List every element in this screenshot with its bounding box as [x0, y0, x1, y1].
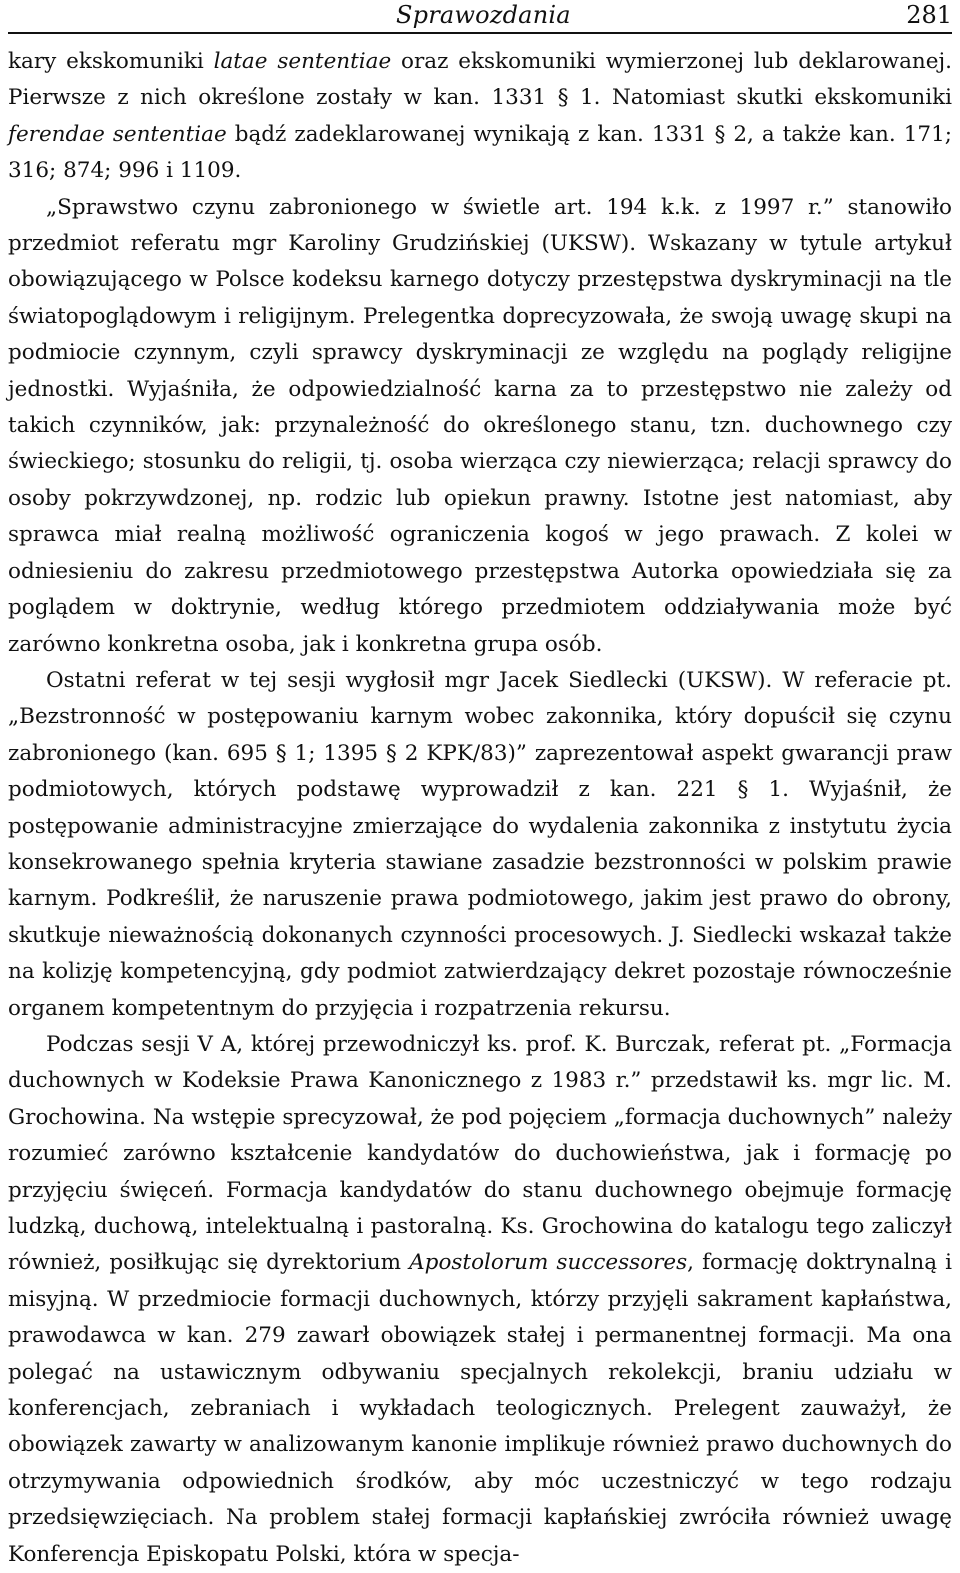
running-header-title: Sprawozdania: [396, 1, 571, 29]
italic-term: ferendae sententiae: [8, 121, 227, 147]
body-text: [8, 44, 952, 1573]
paragraph: [8, 44, 952, 190]
text-run: „Sprawstwo czynu zabronionego w świetle art. 194 k.k. z 1997 r.” stanowiło przedmiot referatu mgr Karoliny Grudzińskiej (UKSW). Wskazany w tytule artykuł obowiązującego w Polsce kodeksu karnego dotyczy przestępstwa dyskryminacji na tle światopoglądowym i religijnym. Prelegentka doprecyzowała, że swoją uwagę skupi na podmiocie czynnym, czyli sprawcy dyskryminacji ze względu na poglądy religijne jednostki. Wyjaśniła, że odpowiedzialność karna za to przestępstwo nie zależy od takich czynników, jak: przynależność do określonego stanu, tzn. duchownego czy świeckiego; stosunku do religii, tj. osoba wierząca czy niewierząca; relacji sprawcy do osoby pokrzywdzonej, np. rodzic lub opiekun prawny. Istotne jest natomiast, aby sprawca miał realną możliwość ograniczenia kogoś w jego prawach. Z kolei w odniesieniu do zakresu przedmiotowego przestępstwa Autorka opowiedziała się za poglądem w doktrynie, według którego przedmiotem oddziaływania może być zarówno konkretna osoba, jak i konkretna grupa osób.: [8, 194, 952, 657]
running-header: [8, 0, 952, 34]
paragraph: [8, 663, 952, 1027]
text-run: Ostatni referat w tej sesji wygłosił mgr Jacek Siedlecki (UKSW). W referacie pt. „Bezstronność w postępowaniu karnym wobec zakonnika, który dopuścił się czynu zabronionego (kan. 695 § 1; 1395 § 2 KPK/83)” zaprezentował aspekt gwarancji praw podmiotowych, których podstawę wyprowadził z kan. 221 § 1. Wyjaśnił, że postępowanie administracyjne zmierzające do wydalenia zakonnika z instytutu życia konsekrowanego spełnia kryteria stawiane zasadzie bezstronności w polskim prawie karnym. Podkreślił, że naruszenie prawa podmiotowego, jakim jest prawo do obrony, skutkuje nieważnością dokonanych czynności procesowych. J. Siedlecki wskazał także na kolizję kompetencyjną, gdy podmiot zatwierdzający dekret pozostaje równocześnie organem kompetentnym do przyjęcia i rozpatrzenia rekursu.: [8, 667, 952, 1021]
paragraph: [8, 190, 952, 663]
text-run: Podczas sesji V A, której przewodniczył ks. prof. K. Burczak, referat pt. „Formacja duchownych w Kodeksie Prawa Kanonicznego z 1983 r.” przedstawił ks. mgr lic. M. Grochowina. Na wstępie sprecyzował, że pod pojęciem „formacja duchownych” należy rozumieć zarówno kształcenie kandydatów do duchowieństwa, jak i formację po przyjęciu święceń. Formacja kandydatów do stanu duchownego obejmuje formację ludzką, duchową, intelektualną i pastoralną. Ks. Grochowina do katalogu tego zaliczył również, posiłkując się dyrektorium: [8, 1031, 952, 1276]
text-run: bądź zadeklarowanej wynikają z kan. 1331 § 2, a także kan. 171; 316; 874; 996 i 1109.: [8, 121, 952, 184]
page-number: 281: [906, 1, 952, 29]
italic-term: latae sententiae: [213, 49, 392, 74]
italic-term: Apostolorum successores: [409, 1250, 688, 1276]
text-run: oraz ekskomuniki wymierzonej lub deklarowanej. Pierwsze z nich określone zostały w kan. 1331 § 1. Natomiast skutki ekskomuniki: [8, 49, 952, 111]
paragraph: [8, 1027, 952, 1573]
text-run: kary ekskomuniki: [8, 49, 214, 74]
text-run: , formację doktrynalną i misyjną. W przedmiocie formacji duchownych, którzy przyjęli sakrament kapłaństwa, prawodawca w kan. 279 zawarł obowiązek stałej i permanentnej formacji. Ma ona polegać na ustawicznym odbywaniu specjalnych rekolekcji, braniu udziału w konferencjach, zebraniach i wykładach teologicznych. Prelegent zauważył, że obowiązek zawarty w analizowanym kanonie implikuje również prawo duchownych do otrzymywania odpowiednich środków, aby móc uczestniczyć w tego rodzaju przedsięwzięciach. Na problem stałej formacji kapłańskiej zwróciła również uwagę Konferencja Episkopatu Polski, która w specja-: [8, 1250, 952, 1567]
